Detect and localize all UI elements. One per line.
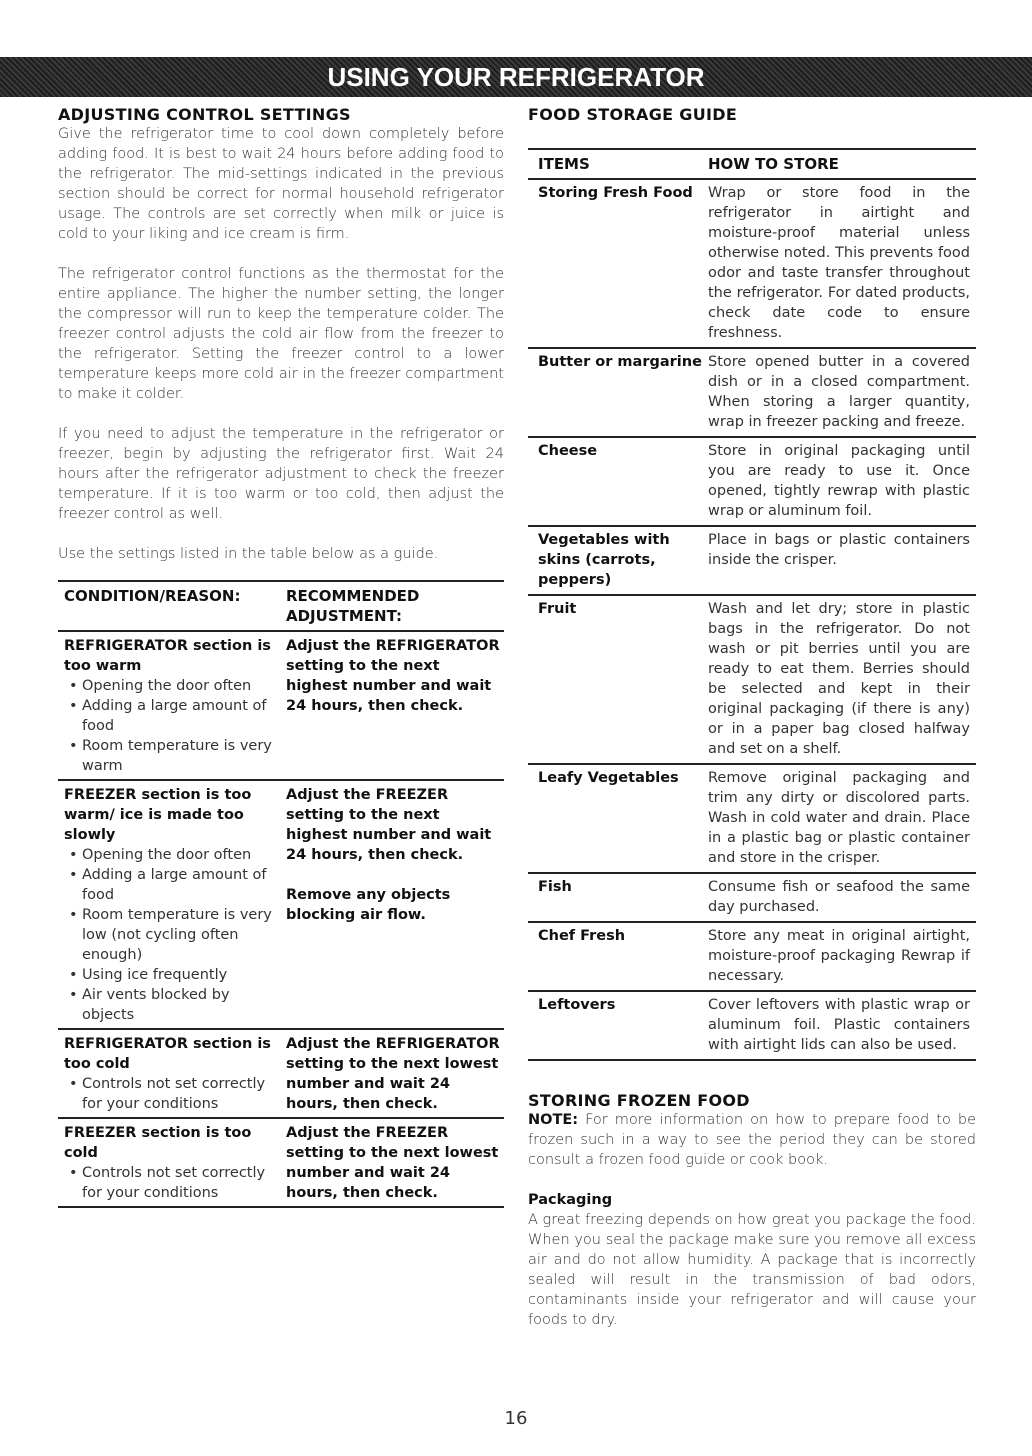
- adjustment: Adjust the FREEZER setting to the next lowest number and wait 24 hours, then check.: [286, 1125, 499, 1201]
- reason: • Air vents blocked by objects: [82, 985, 286, 1025]
- banner-title: USING YOUR REFRIGERATOR: [327, 61, 705, 92]
- note-text: For more information on how to prepare food to be frozen such in a way to see the period they can be stored consult a frozen food guide or cook book.: [528, 1112, 976, 1168]
- frozen-food-heading: STORING FROZEN FOOD: [528, 1091, 750, 1110]
- table-header: [528, 150, 976, 180]
- how-to-store: Remove original packaging and trim any dirty or discolored parts. Wash in cold water and drain. Place in a plastic bag or plastic container and store in the crisper.: [708, 770, 970, 866]
- adjustment: Adjust the REFRIGERATOR setting to the next lowest number and wait 24 hours, then check.: [286, 1036, 500, 1112]
- reason: • Adding a large amount of food: [82, 865, 286, 905]
- condition: FREEZER section is too cold: [64, 1125, 252, 1161]
- item: Cheese: [538, 443, 598, 459]
- table-row: [58, 632, 504, 781]
- table-row: [528, 527, 976, 596]
- table-row: [528, 765, 976, 874]
- how-to-store: Store opened butter in a covered dish or in a closed compartment. When storing a larger quantity, wrap in freezer packing and freeze.: [708, 354, 970, 430]
- item: Fish: [538, 879, 572, 895]
- item: Leftovers: [538, 997, 616, 1013]
- table-row: [58, 1119, 504, 1208]
- control-settings-table: [58, 580, 504, 1208]
- table-row: [528, 874, 976, 923]
- condition: REFRIGERATOR section is too warm: [64, 638, 271, 674]
- reason-list: [64, 1163, 286, 1203]
- adjustment: Adjust the FREEZER setting to the next highest number and wait 24 hours, then check.: [286, 787, 492, 863]
- how-to-store: Place in bags or plastic containers inside the crisper.: [708, 532, 970, 568]
- table-row: [528, 438, 976, 527]
- table-row: [528, 923, 976, 992]
- reason: • Using ice frequently: [82, 965, 286, 985]
- header-items: ITEMS: [538, 155, 590, 173]
- packaging-paragraph: A great freezing depends on how great you package the food. When you seal the package make sure you remove all excess air and do not allow humidity. A package that is incorrectly sealed will result in the transmission of bad odors, contaminants inside your refrigerator and will cause your foods to dry.: [528, 1212, 976, 1328]
- table-row: [58, 1030, 504, 1119]
- condition: REFRIGERATOR section is too cold: [64, 1036, 271, 1072]
- reason-list: [64, 845, 286, 1025]
- how-to-store: Wrap or store food in the refrigerator in airtight and moisture-proof material unless otherwise noted. This prevents food odor and taste transfer throughout the refrigerator. For dated products, check date code to ensure freshness.: [708, 185, 970, 341]
- table-row: [528, 180, 976, 349]
- adjustment-note: Remove any objects blocking air flow.: [286, 887, 451, 923]
- adjusting-controls-column: [58, 105, 504, 1208]
- reason: • Opening the door often: [82, 676, 286, 696]
- table-row: [58, 781, 504, 1030]
- table-row: [528, 596, 976, 765]
- header-adjustment: RECOMMENDED ADJUSTMENT:: [286, 587, 420, 625]
- reason: • Controls not set correctly for your conditions: [82, 1163, 286, 1203]
- reason: • Controls not set correctly for your conditions: [82, 1074, 286, 1114]
- food-storage-heading: FOOD STORAGE GUIDE: [528, 105, 738, 124]
- how-to-store: Consume fish or seafood the same day purchased.: [708, 879, 970, 915]
- item: Storing Fresh Food: [538, 185, 693, 201]
- table-row: [528, 349, 976, 438]
- header-condition: CONDITION/REASON:: [64, 587, 241, 605]
- paragraph: The refrigerator control functions as the thermostat for the entire appliance. The higher the number setting, the longer the compressor will run to keep the temperature colder. The freezer control adjusts the cold air flow from the freezer to the refrigerator. Setting the freezer control to a lower temperature keeps more cold air in the freezer compartment to make it colder.: [58, 266, 504, 402]
- reason: • Room temperature is very low (not cycling often enough): [82, 905, 286, 965]
- packaging-heading: Packaging: [528, 1192, 613, 1208]
- item: Leafy Vegetables: [538, 770, 679, 786]
- paragraph: If you need to adjust the temperature in the refrigerator or freezer, begin by adjusting the refrigerator first. Wait 24 hours after the refrigerator adjustment to check the freezer temperature. If it is too warm or too cold, then adjust the freezer control as well.: [58, 426, 504, 522]
- item: Butter or margarine: [538, 354, 702, 370]
- reason: • Opening the door often: [82, 845, 286, 865]
- table-row: [528, 992, 976, 1061]
- how-to-store: Store in original packaging until you are ready to use it. Once opened, tightly rewrap with plastic wrap or aluminum foil.: [708, 443, 970, 519]
- reason-list: [64, 676, 286, 776]
- note-label: NOTE:: [528, 1112, 579, 1128]
- food-storage-table: [528, 148, 976, 1061]
- condition: FREEZER section is too warm/ ice is made too slowly: [64, 787, 252, 843]
- header-how-to-store: HOW TO STORE: [708, 155, 839, 173]
- how-to-store: Store any meat in original airtight, moisture-proof packaging Rewrap if necessary.: [708, 928, 970, 984]
- item: Fruit: [538, 601, 577, 617]
- reason-list: [64, 1074, 286, 1114]
- adjustment: Adjust the REFRIGERATOR setting to the next highest number and wait 24 hours, then check.: [286, 638, 500, 714]
- item: Vegetables with skins (carrots, peppers): [538, 532, 670, 588]
- paragraph: Use the settings listed in the table below as a guide.: [58, 546, 439, 562]
- item: Chef Fresh: [538, 928, 626, 944]
- reason: • Adding a large amount of food: [82, 696, 286, 736]
- food-storage-column: [528, 105, 976, 1330]
- table-header: [58, 582, 504, 632]
- how-to-store: Wash and let dry; store in plastic bags in the refrigerator. Do not wash or pit berries until you are ready to eat them. Berries should be selected and kept in their original packaging (if there is any) or in a paper bag closed halfway and set on a shelf.: [708, 601, 970, 757]
- reason: • Room temperature is very warm: [82, 736, 286, 776]
- note-paragraph: [528, 1110, 976, 1170]
- section-banner: [0, 57, 1032, 97]
- adjusting-controls-heading: ADJUSTING CONTROL SETTINGS: [58, 105, 351, 124]
- paragraph: Give the refrigerator time to cool down completely before adding food. It is best to wait 24 hours before adding food to the refrigerator. The mid-settings indicated in the previous section should be correct for normal household refrigerator usage. The controls are set correctly when milk or juice is cold to your liking and ice cream is firm.: [58, 126, 504, 242]
- how-to-store: Cover leftovers with plastic wrap or aluminum foil. Plastic containers with airtight lids can also be used.: [708, 997, 970, 1053]
- page-number: 16: [504, 1408, 528, 1429]
